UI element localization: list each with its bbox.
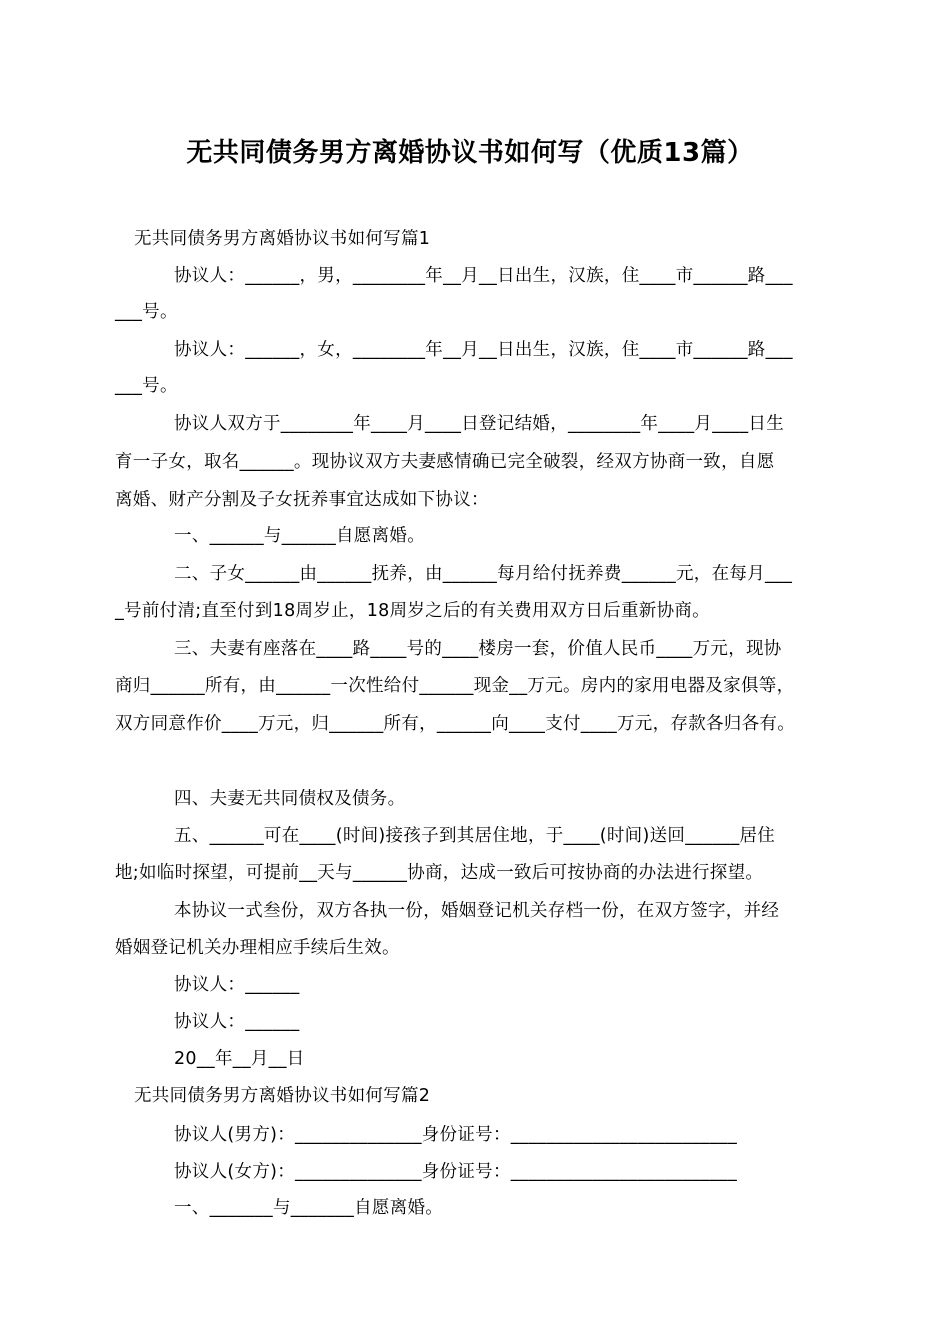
paragraph-line: 协议人：______，男，________年__月__日出生，汉族，住____市______路___: [174, 266, 793, 286]
paragraph-line: 二、子女______由______抚养，由______每月给付抚养费______元，在每月___: [174, 564, 793, 584]
paragraph-line: 一、______与______自愿离婚。: [174, 526, 425, 546]
paragraph-line: 三、夫妻有座落在____路____号的____楼房一套，价值人民币____万元，现协: [174, 639, 782, 659]
date-line: 20__年__月__日: [174, 1049, 305, 1069]
paragraph-line: 育一子女，取名______。现协议双方夫妻感情确已完全破裂，经双方协商一致，自愿: [115, 452, 775, 472]
paragraph-line: ___号。: [115, 302, 178, 322]
paragraph-line: 协议人(男方)：______________身份证号：_________________________: [174, 1125, 738, 1145]
section-heading-1: 无共同债务男方离婚协议书如何写篇1: [134, 229, 431, 249]
paragraph-line: 四、夫妻无共同债权及债务。: [174, 789, 406, 809]
paragraph-line: _号前付清;直至付到18周岁止，18周岁之后的有关费用双方日后重新协商。: [115, 601, 710, 621]
section-heading-2: 无共同债务男方离婚协议书如何写篇2: [134, 1086, 431, 1106]
signature-line: 协议人：______: [174, 1012, 300, 1032]
signature-line: 协议人：______: [174, 975, 300, 995]
paragraph-line: 一、_______与_______自愿离婚。: [174, 1198, 444, 1218]
paragraph-line: ___号。: [115, 376, 178, 396]
paragraph-line: 协议人：______，女，________年__月__日出生，汉族，住____市______路___: [174, 340, 793, 360]
paragraph-line: 协议人(女方)：______________身份证号：_________________________: [174, 1162, 738, 1182]
paragraph-line: 婚姻登记机关办理相应手续后生效。: [115, 938, 400, 958]
paragraph-line: 双方同意作价____万元，归______所有，______向____支付____万元，存款各归各有。: [115, 714, 795, 734]
paragraph-line: 离婚、财产分割及子女抚养事宜达成如下协议：: [115, 490, 489, 510]
paragraph-line: 本协议一式叁份，双方各执一份，婚姻登记机关存档一份，在双方签字，并经: [174, 901, 780, 921]
paragraph-line: 协议人双方于________年____月____日登记结婚，________年____月____日生: [174, 414, 784, 434]
paragraph-line: 五、______可在____(时间)接孩子到其居住地，于____(时间)送回______居住: [174, 826, 776, 846]
paragraph-line: 商归______所有，由______一次性给付______现金__万元。房内的家用电器及家俱等，: [115, 676, 795, 696]
paragraph-line: 地;如临时探望，可提前__天与______协商，达成一致后可按协商的办法进行探望。: [115, 863, 764, 883]
document-title: 无共同债务男方离婚协议书如何写（优质13篇）: [186, 138, 754, 168]
